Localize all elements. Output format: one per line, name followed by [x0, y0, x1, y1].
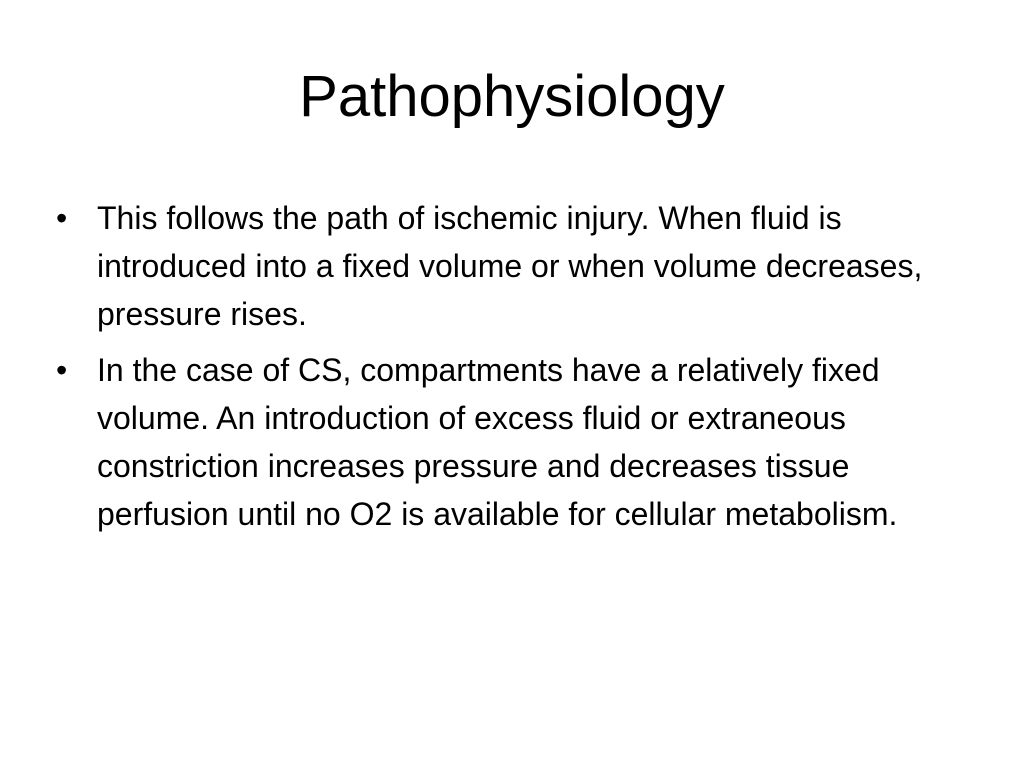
slide-title: Pathophysiology	[299, 64, 725, 129]
bullet-dot-icon: •	[56, 352, 68, 388]
bullet-text: This follows the path of ischemic injury. When fluid is introduced into a fixed volume or when volume decreases, pressure rises.	[97, 200, 923, 332]
bullet-list	[56, 194, 986, 546]
bullet-item	[56, 346, 986, 538]
bullet-item	[56, 194, 986, 338]
bullet-text: In the case of CS, compartments have a relatively fixed volume. An introduction of excess fluid or extraneous constriction increases pressure and decreases tissue perfusion until no O2 is available for cellular metabolism.	[97, 352, 898, 532]
bullet-dot-icon: •	[56, 200, 68, 236]
